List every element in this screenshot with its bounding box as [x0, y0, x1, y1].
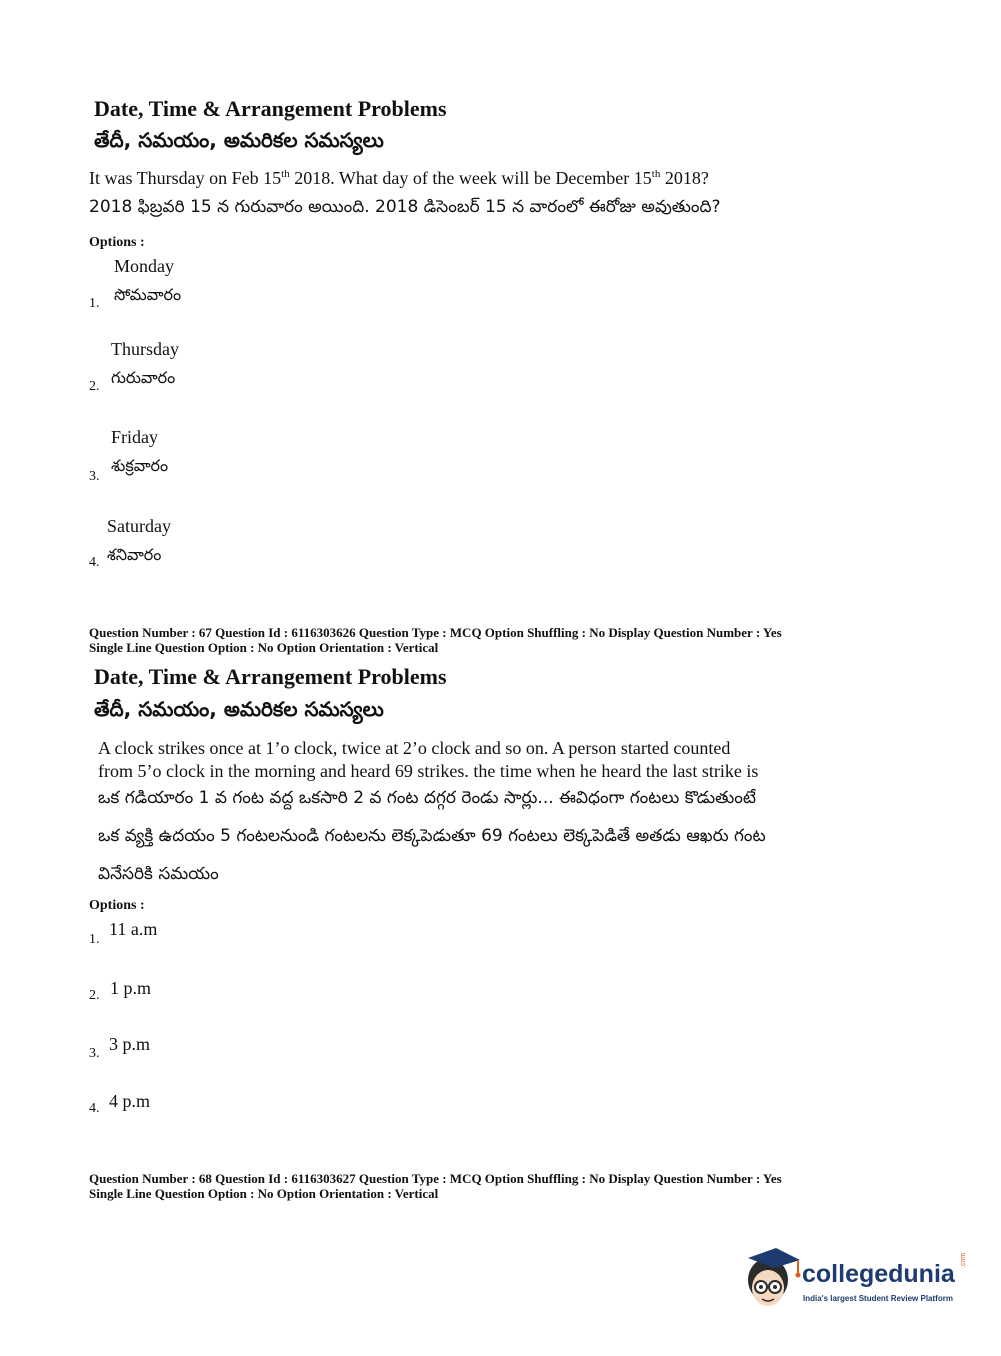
section1-question-te: 2018 ఫిబ్రవరి 15 న గురువారం అయింది. 2018 డిసెంబర్ 15 న వారంలో ఈరోజు అవుతుంది? [89, 197, 721, 217]
section2-options-label: Options : [89, 898, 145, 913]
option-text-te: గురువారం [111, 368, 176, 387]
option-number: 1. [89, 296, 100, 311]
option-text-en: Thursday [111, 339, 179, 359]
section2-question-en-line1: A clock strikes once at 1’o clock, twice at 2’o clock and so on. A person started counted [98, 738, 731, 758]
collegedunia-logo [740, 1246, 970, 1321]
section1-options-label: Options : [89, 235, 145, 250]
question-meta-line2: Single Line Question Option : No Option Orientation : Vertical [89, 640, 439, 655]
option-number: 3. [89, 1046, 100, 1061]
option-text-en: 1 p.m [110, 978, 152, 998]
section2-question-te-line3: వినేసరికి సమయం [98, 864, 219, 884]
section2-heading-te: తేదీ, సమయం, అమరికల సమస్యలు [94, 697, 384, 721]
student-mascot-icon [740, 1246, 802, 1316]
option-text-te: సోమవారం [114, 285, 182, 304]
option-text-en: 3 p.m [109, 1034, 151, 1054]
section2-question-te-line2: ఒక వ్యక్తి ఉదయం 5 గంటలనుండి గంటలను లెక్కపెడుతూ 69 గంటలు లెక్కపెడితే అతడు ఆఖరు గంట [98, 826, 766, 846]
option-number: 2. [89, 988, 100, 1003]
question-meta-line2: Single Line Question Option : No Option Orientation : Vertical [89, 1186, 439, 1201]
section2-question-te-line1: ఒక గడియారం 1 వ గంట వద్ద ఒకసారి 2 వ గంట దగ్గర రెండు సార్లు... ఈవిధంగా గంటలు కొడుతుంటే [98, 788, 757, 808]
option-text-en: Saturday [107, 516, 171, 536]
option-number: 3. [89, 469, 100, 484]
brand-domain: .com [960, 1252, 967, 1268]
section1-heading-en: Date, Time & Arrangement Problems [94, 96, 447, 121]
brand-tagline: India's largest Student Review Platform [803, 1294, 953, 1303]
option-number: 2. [89, 379, 100, 394]
option-text-en: 11 a.m [109, 919, 158, 939]
section1-question-en: It was Thursday on Feb 15th 2018. What day of the week will be December 15th 2018? [89, 168, 709, 188]
option-text-en: Friday [111, 427, 158, 447]
question-meta-line1: Question Number : 68 Question Id : 6116303627 Question Type : MCQ Option Shuffling : No Display Question Number : Yes [89, 1171, 782, 1186]
option-text-en: Monday [114, 256, 174, 276]
option-text-te: శుక్రవారం [111, 456, 169, 475]
option-number: 4. [89, 555, 100, 570]
section2-heading-en: Date, Time & Arrangement Problems [94, 664, 447, 689]
option-number: 4. [89, 1101, 100, 1116]
option-number: 1. [89, 932, 100, 947]
brand-name: collegedunia [802, 1260, 955, 1288]
option-text-te: శనివారం [107, 545, 162, 564]
section1-heading-te: తేదీ, సమయం, అమరికల సమస్యలు [94, 128, 384, 152]
option-text-en: 4 p.m [109, 1091, 151, 1111]
section2-question-en-line2: from 5’o clock in the morning and heard 69 strikes. the time when he heard the last strike is [98, 761, 759, 781]
question-meta-line1: Question Number : 67 Question Id : 6116303626 Question Type : MCQ Option Shuffling : No Display Question Number : Yes [89, 625, 782, 640]
